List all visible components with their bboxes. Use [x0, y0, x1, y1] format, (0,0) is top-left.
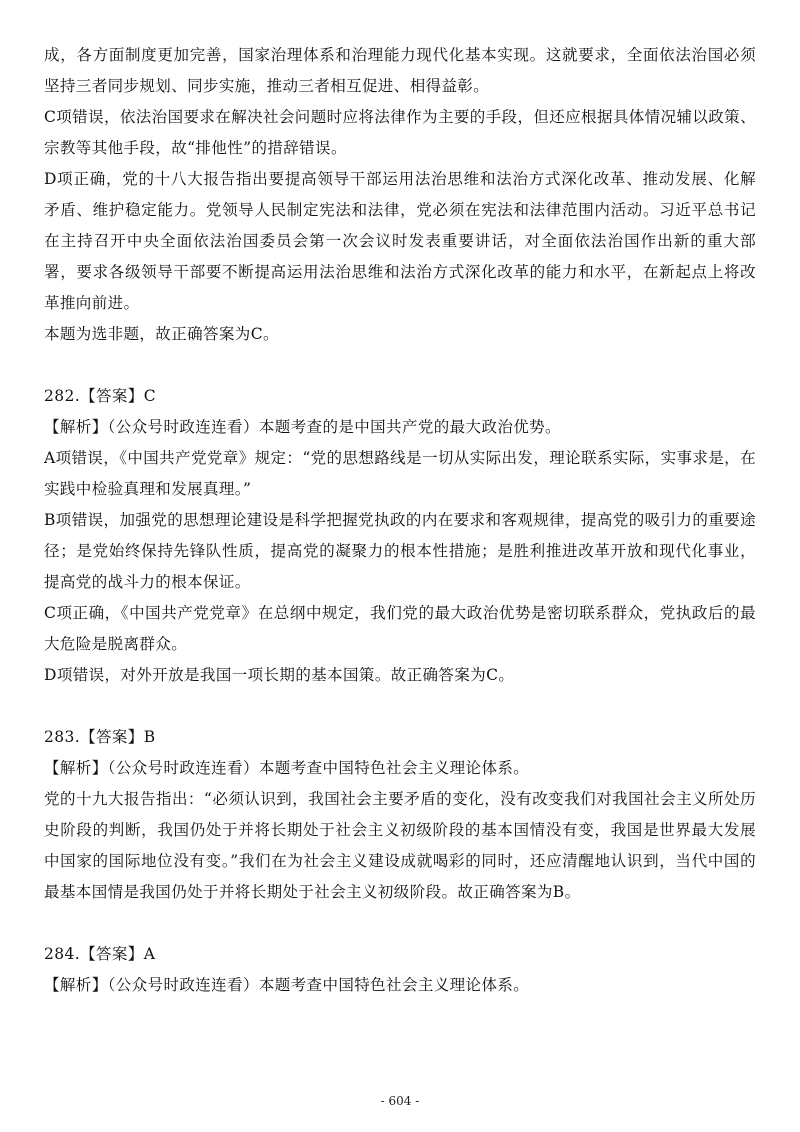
paragraph: 【解析】（公众号时政连连看）本题考查的是中国共产党的最大政治优势。 — [44, 418, 561, 436]
section-gap — [44, 691, 756, 722]
paragraph: 成，各方面制度更加完善，国家治理体系和治理能力现代化基本实现。这就要求，全面依法治国必须坚持三者同步规划、同步实施，推动三者相互促进、相得益彰。 — [44, 46, 756, 95]
section-gap — [44, 908, 756, 939]
paragraph: 【解析】（公众号时政连连看）本题考查中国特色社会主义理论体系。 — [44, 976, 530, 994]
document-body — [44, 40, 756, 1001]
paragraph: C项正确，《中国共产党党章》在总纲中规定，我们党的最大政治优势是密切联系群众，党执政后的最大危险是脱离群众。 — [44, 604, 756, 653]
paragraph: 284.【答案】A — [44, 945, 156, 963]
paragraph: 282.【答案】C — [44, 387, 156, 405]
section-gap — [44, 350, 756, 381]
paragraph: D项正确，党的十八大报告指出要提高领导干部运用法治思维和法治方式深化改革、推动发展、化解矛盾、维护稳定能力。党领导人民制定宪法和法律，党必须在宪法和法律范围内活动。习近平总书记在主持召开中央全面依法治国委员会第一次会议时发表重要讲话，对全面依法治国作出新的重大部署，要求各级领导干部要不断提高运用法治思维和法治方式深化改革的能力和水平，在新起点上将改革推向前进。 — [44, 170, 756, 312]
page-number: - 604 - — [380, 1094, 420, 1108]
paragraph: D项错误，对外开放是我国一项长期的基本国策。故正确答案为C。 — [44, 666, 515, 684]
paragraph: 党的十九大报告指出：“必须认识到，我国社会主要矛盾的变化，没有改变我们对我国社会主义所处历史阶段的判断，我国仍处于并将长期处于社会主义初级阶段的基本国情没有变，我国是世界最大发展中国家的国际地位没有变。”我们在为社会主义建设成就喝彩的同时，还应清醒地认识到，当代中国的最基本国情是我国仍处于并将长期处于社会主义初级阶段。故正确答案为B。 — [44, 790, 756, 901]
paragraph: 本题为选非题，故正确答案为C。 — [44, 325, 279, 343]
paragraph: A项错误，《中国共产党党章》规定：“党的思想路线是一切从实际出发，理论联系实际，实事求是，在实践中检验真理和发展真理。” — [44, 449, 756, 498]
paragraph: 283.【答案】B — [44, 728, 156, 746]
paragraph: 【解析】（公众号时政连连看）本题考查中国特色社会主义理论体系。 — [44, 759, 530, 777]
paragraph: C项错误，依法治国要求在解决社会问题时应将法律作为主要的手段，但还应根据具体情况辅以政策、宗教等其他手段，故“排他性”的措辞错误。 — [44, 108, 756, 157]
paragraph: B项错误，加强党的思想理论建设是科学把握党执政的内在要求和客观规律，提高党的吸引力的重要途径；是党始终保持先锋队性质，提高党的凝聚力的根本性措施；是胜利推进改革开放和现代化事业，提高党的战斗力的根本保证。 — [44, 511, 756, 591]
